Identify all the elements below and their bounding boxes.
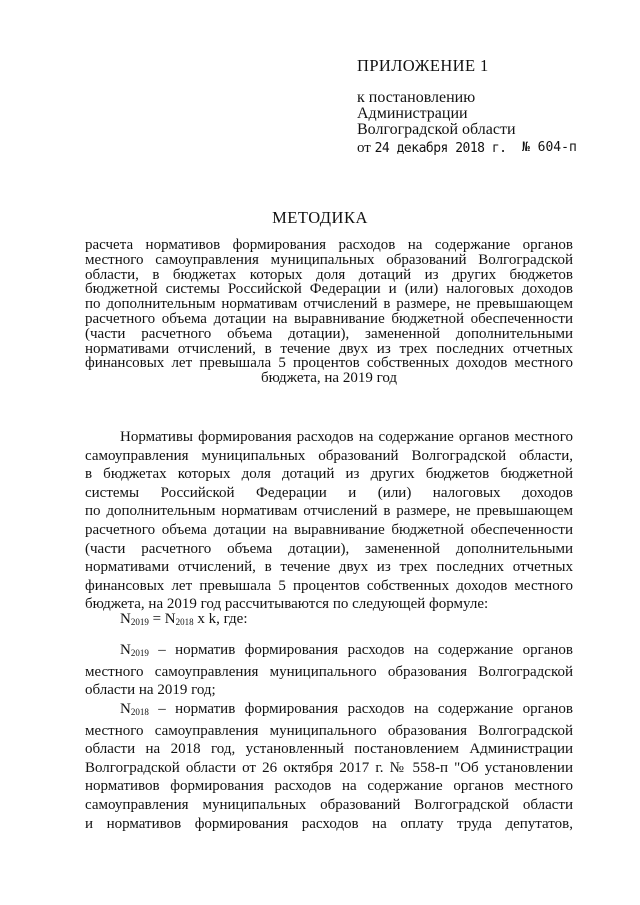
definition-n2019 (85, 641, 573, 700)
subtitle-line: расчета нормативов формирования расходов на содержание органов (85, 237, 573, 253)
formula-n: N (120, 611, 131, 627)
definition-line: Волгоградской области от 26 октября 2017 г. № 558-п "Об установлении (85, 759, 573, 776)
resolution-number: № 604-п (522, 140, 577, 155)
body-line: (части расчетного объема дотации), замененной дополнительными (85, 540, 573, 557)
body-line: Нормативы формирования расходов на содержание органов местного (120, 429, 573, 445)
definition-n2018 (85, 700, 573, 833)
body-line: расчетного объема дотации на выравнивание бюджетной обеспеченности (85, 521, 573, 538)
subtitle-line: области, в бюджетах которых доля дотаций из других бюджетов (85, 266, 573, 283)
document-subtitle (85, 238, 573, 386)
formula-rest: x k, где: (193, 611, 248, 627)
definition-line: и нормативов формирования расходов на оплату труда депутатов, (85, 815, 573, 832)
subtitle-line: (части расчетного объема дотации), замененной дополнительными (85, 325, 573, 342)
definition-subscript: 2019 (130, 648, 149, 658)
body-line: нормативами отчислений, в течение двух из трех последних отчетных (85, 559, 573, 576)
definition-text: – норматив формирования расходов на содержание органов (148, 701, 573, 717)
definition-text: – норматив формирования расходов на содержание органов (148, 642, 573, 658)
document-title: МЕТОДИКА (272, 208, 368, 227)
definition-line: местного самоуправления муниципального образования Волгоградской (85, 722, 573, 739)
appendix-line-2: Администрации (357, 105, 468, 122)
definition-subscript: 2018 (130, 707, 149, 717)
body-line: самоуправления муниципальных образований Волгоградской области, (85, 447, 573, 464)
appendix-header (357, 58, 617, 138)
body-line: системы Российской Федерации и (или) налоговых доходов (85, 484, 573, 501)
definition-line (85, 641, 573, 663)
appendix-line-1: к постановлению (357, 89, 476, 106)
subtitle-line: бюджета, на 2019 год (260, 370, 398, 387)
resolution-date: 24 декабря 2018 г. (374, 141, 507, 156)
definition-line: нормативов формирования расходов на содержание органов местного (85, 778, 573, 795)
subtitle-line: бюджетной системы Российской Федерации и (или) налоговых доходов (85, 281, 573, 298)
body-line: в бюджетах которых доля дотаций из других бюджетов бюджетной (85, 466, 573, 483)
formula-sub-2019: 2019 (130, 617, 149, 627)
definition-symbol: N (120, 701, 131, 717)
body-line: по дополнительным нормативам отчислений в размере, не превышающем (85, 503, 573, 520)
subtitle-line: нормативами отчислений, в течение двух из трех последних отчетных (85, 340, 573, 357)
body-line: финансовых лет превышала 5 процентов собственных доходов местного (85, 577, 573, 594)
body-paragraph (85, 428, 573, 614)
definition-line: самоуправления муниципальных образований Волгоградской области (85, 796, 573, 813)
definition-line: местного самоуправления муниципального образования Волгоградской (85, 663, 573, 680)
formula-eq: = N (148, 611, 176, 627)
subtitle-line: финансовых лет превышала 5 процентов собственных доходов местного (85, 355, 573, 372)
subtitle-line: расчетного объема дотации на выравнивание бюджетной обеспеченности (85, 310, 573, 327)
definition-line: области на 2019 год; (85, 682, 216, 699)
definition-line: области на 2018 год, установленный постановлением Администрации (85, 741, 573, 758)
subtitle-line: местного самоуправления муниципальных образований Волгоградской (85, 251, 573, 268)
appendix-line-3: Волгоградской области (357, 121, 516, 138)
body-line: бюджета, на 2019 год рассчитываются по следующей формуле: (85, 596, 489, 613)
definition-line (85, 700, 573, 722)
subtitle-line: по дополнительным нормативам отчислений в размере, не превышающем (85, 296, 573, 313)
date-prefix: от (357, 140, 371, 156)
resolution-date-line (357, 140, 587, 157)
definition-symbol: N (120, 642, 131, 658)
appendix-title: ПРИЛОЖЕНИЕ 1 (357, 56, 489, 75)
formula-sub-2018: 2018 (175, 617, 194, 627)
formula (120, 611, 248, 628)
